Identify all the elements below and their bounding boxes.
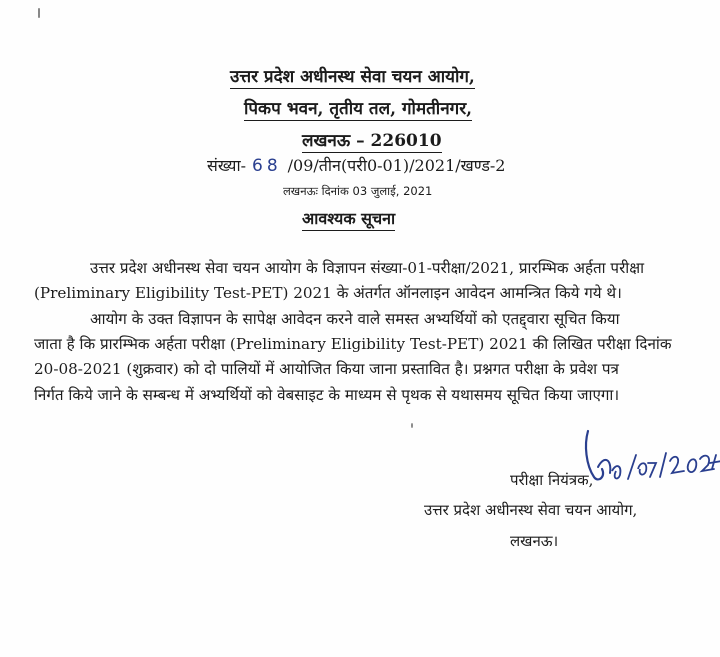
body-line: उत्तर प्रदेश अधीनस्थ सेवा चयन आयोग के विज्ञापन संख्या-01-परीक्षा/2021, प्रारम्भिक अर्हता परीक्षा [90, 259, 645, 277]
notice-title: आवश्यक सूचना [302, 207, 395, 231]
body-line: जाता है कि प्रारम्भिक अर्हता परीक्षा (Preliminary Eligibility Test-PET) 2021 की लिखित परीक्षा दिनांक [34, 335, 672, 353]
reference-suffix: /09/तीन(परी0-01)/2021/खण्ड-2 [287, 156, 506, 175]
body-line: निर्गत किये जाने के सम्बन्ध में अभ्यर्थियों को वेबसाइट के माध्यम से पृथक से यथासमय सूचित किया जाएगा। [34, 386, 620, 404]
body-line: 20-08-2021 (शुक्रवार) को दो पालियों में आयोजित किया जाना प्रस्तावित है। प्रश्नगत परीक्षा के प्रवेश पत्र [34, 360, 619, 378]
office-address-heading: पिकप भवन, तृतीय तल, गोमतीनगर, [244, 96, 472, 121]
signatory-organization: उत्तर प्रदेश अधीनस्थ सेवा चयन आयोग, [424, 501, 638, 519]
reference-number [207, 154, 505, 176]
signatory-city: लखनऊ। [510, 532, 559, 550]
scan-speck [411, 423, 413, 428]
body-line: आयोग के उक्त विज्ञापन के सापेक्ष आवेदन करने वाले समस्त अभ्यर्थियों को एतद्द्वारा सूचित किया [90, 310, 620, 328]
handwritten-reference-number: 68 [252, 156, 282, 176]
signatory-designation: परीक्षा नियंत्रक, [510, 471, 594, 489]
office-city-heading: लखनऊ – 226010 [302, 128, 442, 153]
date-line: लखनऊः दिनांक 03 जुलाई, 2021 [283, 184, 433, 198]
scan-speck [38, 8, 40, 18]
reference-prefix: संख्या- [207, 156, 247, 175]
body-line: (Preliminary Eligibility Test-PET) 2021 के अंतर्गत ऑनलाइन आवेदन आमन्त्रित किये गये थे। [34, 284, 622, 302]
office-name-heading: उत्तर प्रदेश अधीनस्थ सेवा चयन आयोग, [230, 64, 475, 89]
handwritten-signature [580, 425, 720, 495]
